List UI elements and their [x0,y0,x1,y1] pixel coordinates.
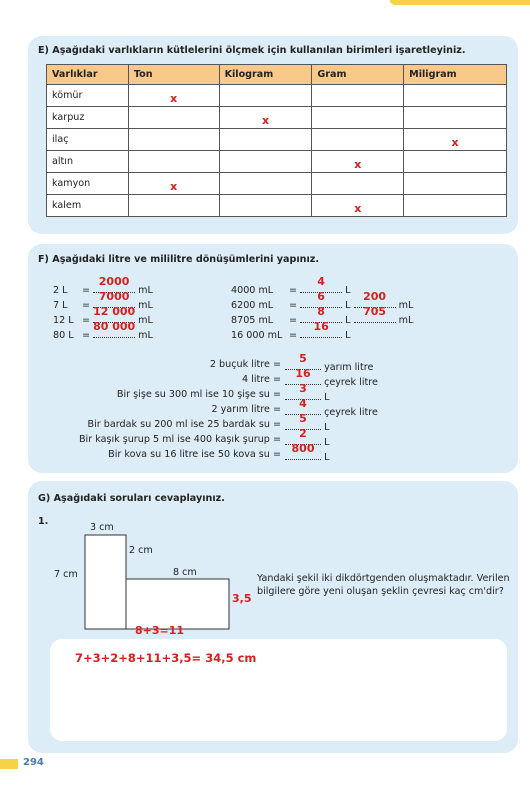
word-problem-question: Bir bardak su 200 ml ise 25 bardak su = [87,419,281,430]
table-cell-mark [404,129,507,151]
label-bottom-top: 8 cm [173,567,197,578]
table-cell-item: altın [47,151,129,173]
section-e-title: E) Aşağıdaki varlıkların kütlelerini ölçmek için kullanılan birimleri işaretleyiniz. [38,45,466,56]
section-f-title: F) Aşağıdaki litre ve mililitre dönüşümlerini yapınız. [38,254,319,265]
table-cell-mark [404,85,507,107]
rectangles-figure [28,481,518,641]
table-cell-mark [219,107,312,129]
page-number: 294 [23,757,44,768]
answer-blank [285,442,321,460]
table-row [47,195,507,217]
question-text: 2 buçuk litre [209,359,270,370]
section-f-panel [28,244,518,473]
word-problem-question: 2 yarım litre = [211,404,281,415]
table-cell-mark [219,129,312,151]
table-header: Miligram [404,65,507,85]
conversion-unit: L [345,315,351,326]
table-cell-mark [219,151,312,173]
answer-value: 12 000 [93,305,136,318]
conversion-lhs: 80 L [53,330,74,341]
answer-unit: L [324,437,330,448]
conversion-lhs: 7 L [53,300,68,311]
label-left: 7 cm [54,569,78,580]
section-g-title: G) Aşağıdaki soruları cevaplayınız. [38,493,225,504]
question-text: Yandaki şekil iki dikdörtgenden oluşmaktadır. Verilen bilgilere göre yeni oluşan şeklin çevresi kaç cm'dir? [257,573,510,597]
table-cell-mark [128,195,219,217]
section-g-panel [28,481,518,753]
answer-unit: L [324,392,330,403]
label-top: 3 cm [90,522,114,533]
answer-value: 5 [299,412,307,425]
conversion-left-row: 7 L = 7000 mL [53,290,153,311]
mark-x: x [261,114,270,127]
conversion-lhs: 8705 mL [231,315,274,326]
conversion-right-row: 16 000 mL = 16 L [231,320,351,341]
conversion-right-row: 4000 mL = 4 L [231,275,351,296]
answer-value: 3 [299,382,307,395]
question-text: 2 yarım litre [211,404,270,415]
conversion-unit: L [345,330,351,341]
table-cell-mark [312,151,404,173]
word-problem-question: Bir kova su 16 litre ise 50 kova su = [108,449,281,460]
table-row [47,85,507,107]
top-decoration [380,0,530,6]
answer-value: 4 [299,397,307,410]
answer-value: 800 [291,442,315,455]
question-text: Bir kova su 16 litre ise 50 kova su [108,449,270,460]
table-cell-mark [404,151,507,173]
conversion-left-row: 2 L = 2000 mL [53,275,153,296]
word-problem-question: 2 buçuk litre = [209,359,281,370]
tall-rectangle [85,535,126,629]
answer-blank [300,320,342,338]
answer-value: 7000 [98,290,130,303]
conversion-right-row: 8705 mL = 8 L 705 mL [231,305,414,326]
answer-value: 4 [317,275,325,288]
answer-value: 80 000 [93,320,136,333]
conversion-unit: mL [398,315,414,326]
answer-value: 2000 [98,275,130,288]
conversion-lhs: 4000 mL [231,285,274,296]
table-cell-item: kalem [47,195,129,217]
table-cell-mark [312,195,404,217]
conversion-unit: L [345,300,351,311]
answer-unit: L [324,422,330,433]
answer-unit: L [324,452,330,463]
question-text: Bir şişe su 300 ml ise 10 şişe su [116,389,270,400]
table-cell-item: karpuz [47,107,129,129]
table-cell-mark [312,85,404,107]
answer-value: 5 [299,352,307,365]
conversion-unit: mL [138,300,153,311]
answer-value: 2 [299,427,307,440]
answer-unit: yarım litre [324,362,374,373]
units-table [46,64,507,217]
table-cell-mark [219,195,312,217]
conversion-lhs: 16 000 mL [231,330,283,341]
answer-value: 8 [317,305,325,318]
conversion-right-row: 6200 mL = 6 L 200 mL [231,290,414,311]
question-text: Bir kaşık şurup 5 ml ise 400 kaşık şurup [78,434,270,445]
table-row [47,151,507,173]
answer-value: 705 [363,305,387,318]
question-text: 4 litre [242,374,270,385]
table-cell-mark [312,129,404,151]
label-right: 3,5 [232,592,252,605]
table-row [47,107,507,129]
section-e-panel [28,36,518,234]
table-row [47,173,507,195]
answer-blank [354,305,396,323]
table-header: Ton [128,65,219,85]
table-cell-mark [404,173,507,195]
table-cell-mark [404,195,507,217]
conversion-left-row: 12 L = 12 000 mL [53,305,153,326]
question-text: Bir bardak su 200 ml ise 25 bardak su [87,419,270,430]
answer-value: 16 [313,320,329,333]
mark-x: x [170,180,178,193]
conversion-unit: mL [138,330,153,341]
mark-x: x [170,92,178,105]
answer-blank [93,320,136,338]
answer-value: 16 [295,367,311,380]
word-problem-question: 4 litre = [242,374,281,385]
table-cell-mark [219,85,312,107]
table-cell-item: kömür [47,85,129,107]
conversion-lhs: 6200 mL [231,300,274,311]
answer-value: 200 [363,290,387,303]
table-cell-item: kamyon [47,173,129,195]
table-cell-mark [128,107,219,129]
conversion-unit: mL [138,315,153,326]
table-cell-mark [219,173,312,195]
answer-box [50,639,507,741]
answer-text: 7+3+2+8+11+3,5= 34,5 cm [75,651,257,665]
answer-unit: çeyrek litre [324,377,378,388]
question-number: 1. [38,516,49,527]
conversion-left-row: 80 L = 80 000 mL [53,320,153,341]
table-cell-mark [128,85,219,107]
table-header: Kilogram [219,65,312,85]
table-cell-mark [312,173,404,195]
table-row [47,129,507,151]
table-cell-mark [128,173,219,195]
conversion-unit: L [345,285,351,296]
mark-x: x [451,136,459,149]
table-cell-mark [312,107,404,129]
table-cell-mark [404,107,507,129]
table-header: Varlıklar [47,65,129,85]
table-cell-mark [128,151,219,173]
label-inner: 2 cm [129,545,153,556]
page-number-bar [0,759,18,769]
word-problem-question: Bir şişe su 300 ml ise 10 şişe su = [116,389,281,400]
mark-x: x [354,158,362,171]
table-cell-mark [128,129,219,151]
word-problem-question: Bir kaşık şurup 5 ml ise 400 kaşık şurup = [78,434,281,445]
answer-value: 6 [317,290,325,303]
table-header: Gram [312,65,404,85]
conversion-unit: mL [398,300,414,311]
word-problem-answer [285,442,330,463]
answer-unit: çeyrek litre [324,407,378,418]
table-cell-item: ilaç [47,129,129,151]
conversion-lhs: 12 L [53,315,74,326]
conversion-lhs: 2 L [53,285,68,296]
wide-rectangle [126,579,229,629]
label-bottom: 8+3=11 [135,624,185,637]
conversion-unit: mL [138,285,153,296]
mark-x: x [354,202,362,215]
